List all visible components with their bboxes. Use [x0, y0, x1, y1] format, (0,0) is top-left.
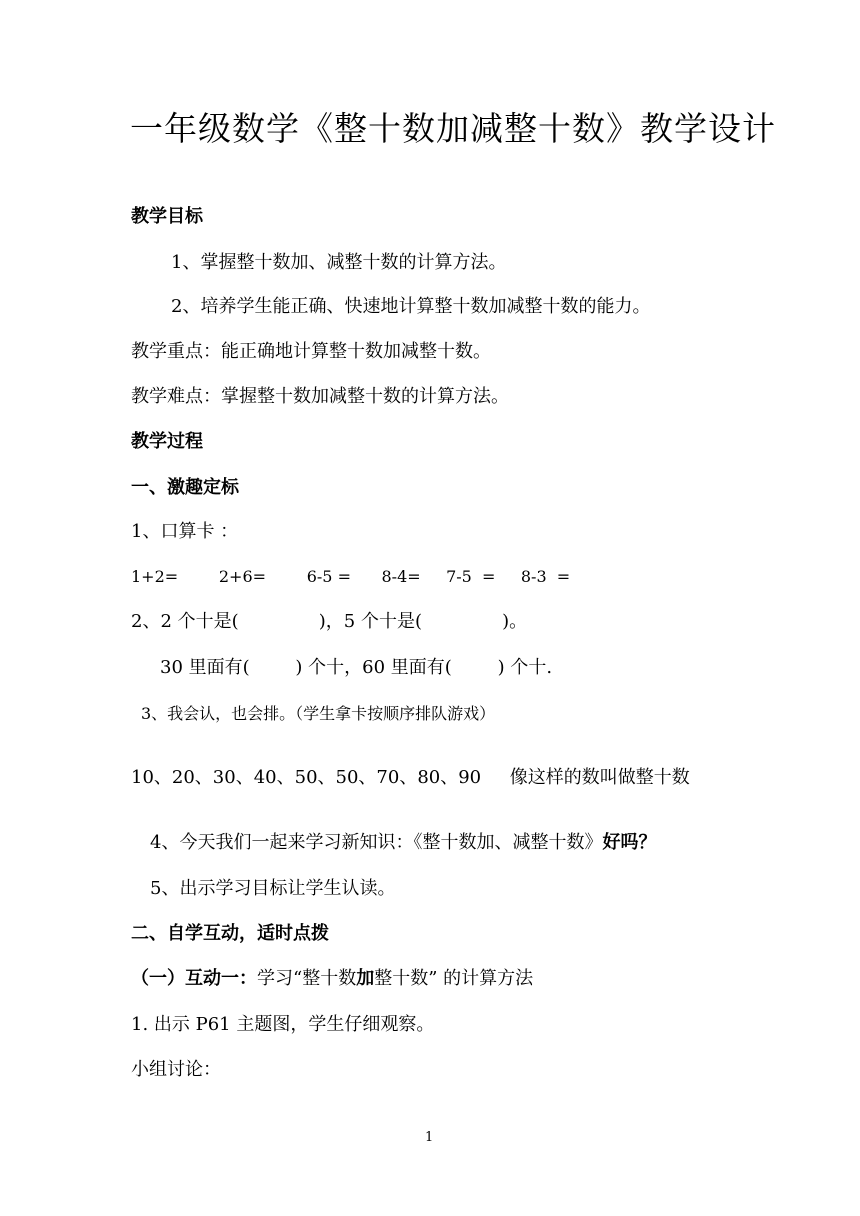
difficult-point: 教学难点：掌握整十数加减整十数的计算方法。 [131, 386, 509, 407]
today-line [150, 834, 656, 852]
process-heading: 教学过程 [131, 431, 203, 452]
interaction-line [131, 970, 533, 988]
today-text: 4、今天我们一起来学习新知识：《整十数加、减整十数》 [150, 832, 603, 853]
section1-heading: 一、激趣定标 [131, 477, 239, 498]
key-point: 教学重点：能正确地计算整十数加减整十数。 [131, 341, 491, 362]
section2-heading: 二、自学互动，适时点拨 [131, 923, 329, 944]
goal-item-2: 2、培养学生能正确、快速地计算整十数加减整十数的能力。 [171, 296, 651, 317]
show-picture-line: 1. 出示 P61 主题图，学生仔细观察。 [131, 1014, 435, 1035]
page-number: 1 [425, 1130, 434, 1145]
page-title: 一年级数学《整十数加减整十数》教学设计 [130, 109, 776, 148]
interaction-bold-word: 加 [356, 968, 375, 989]
oral-problems: 1+2= 2+6= 6-5 = 8-4= 7-5 = 8-3 = [131, 567, 571, 586]
interaction-label: （一）互动一： [131, 968, 257, 989]
numbers-line: 10、20、30、40、50、50、70、80、90 像这样的数叫做整十数 [131, 767, 690, 788]
interaction-text-b: 整十数” 的计算方法 [374, 968, 534, 989]
goals-heading: 教学目标 [131, 206, 203, 227]
game-line: 3、我会认，也会排。（学生拿卡按顺序排队游戏） [141, 704, 496, 723]
show-goal-line: 5、出示学习目标让学生认读。 [150, 878, 396, 899]
oral-cards-label: 1、口算卡 ： [131, 521, 239, 542]
inside-question: 30 里面有( ) 个十，60 里面有( ) 个十. [160, 657, 553, 678]
tens-question: 2、2 个十是( )，5 个十是( )。 [131, 611, 528, 632]
today-question: 好吗？ [602, 832, 657, 853]
interaction-text-a: 学习“整十数 [257, 968, 357, 989]
goal-item-1: 1、掌握整十数加、减整十数的计算方法。 [171, 252, 507, 273]
group-discussion-line: 小组讨论： [131, 1059, 221, 1080]
